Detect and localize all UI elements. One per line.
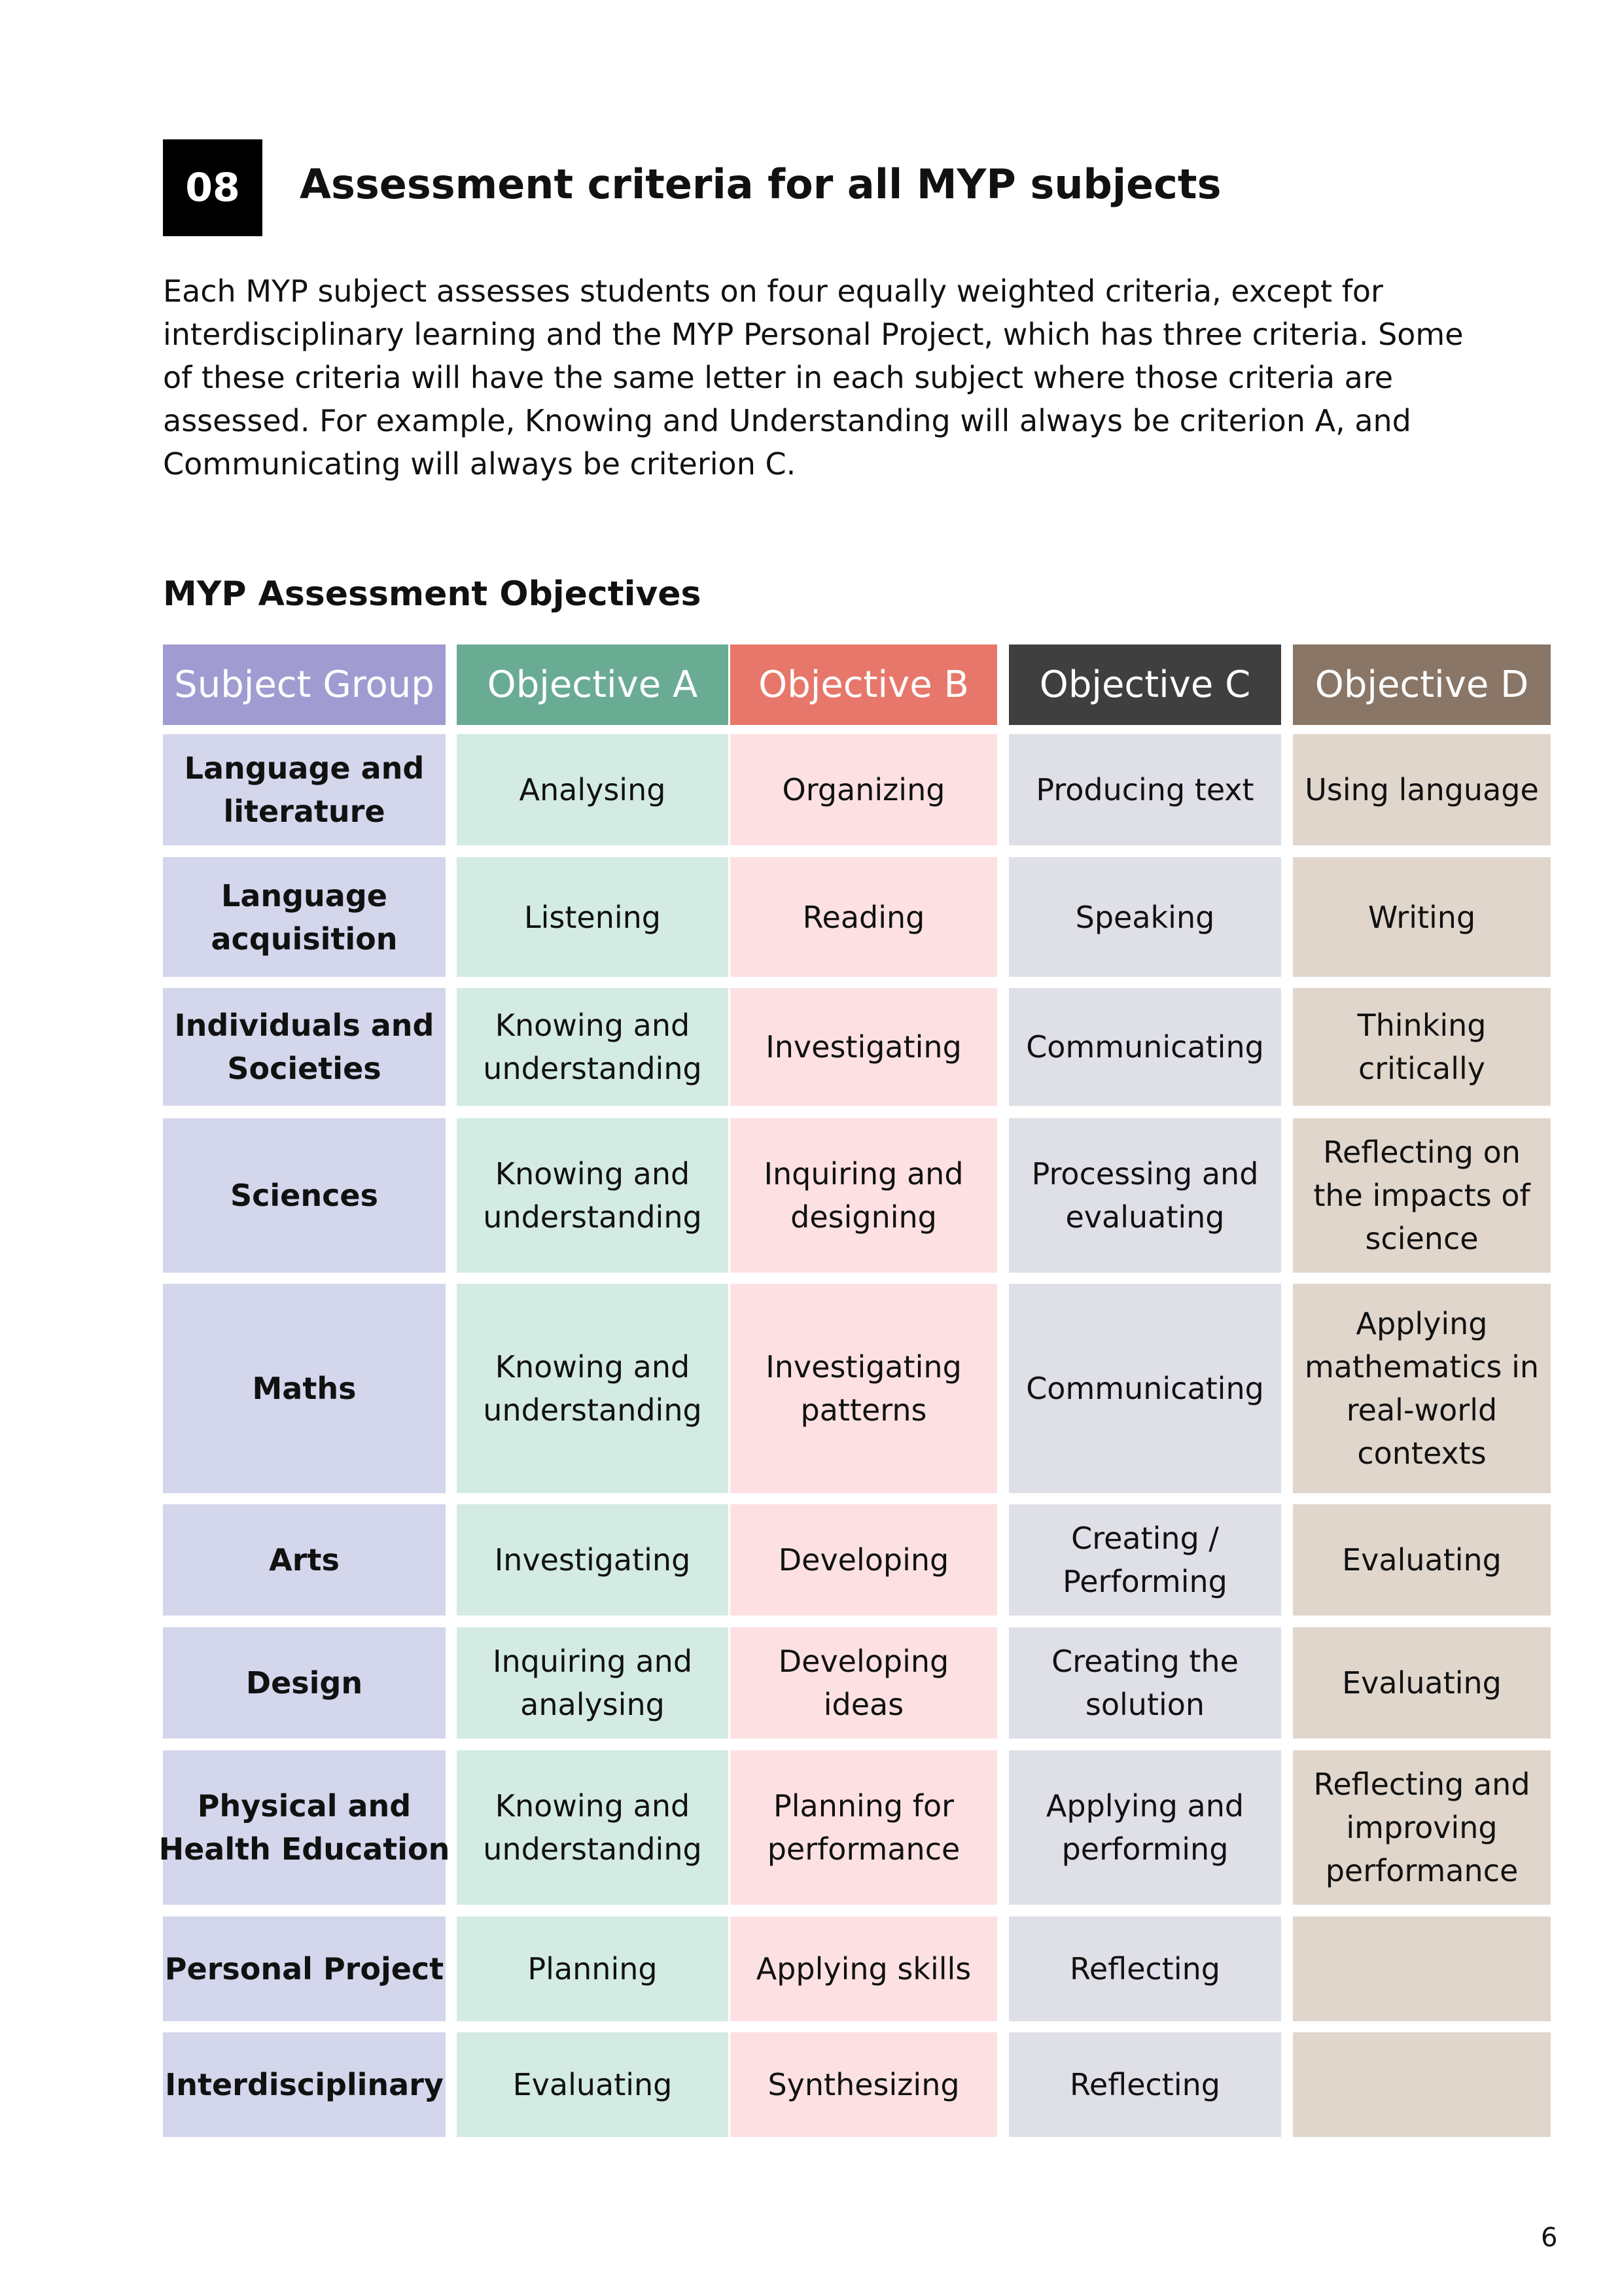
- objective-a-cell: [457, 1504, 728, 1616]
- cell-text-line: Evaluating: [1342, 1542, 1502, 1578]
- objective-b-cell: [730, 1118, 997, 1273]
- cell-text-line: Reflecting: [1070, 1951, 1220, 1987]
- table-header-row: [163, 645, 1551, 725]
- cell-text-line: Language and: [184, 751, 425, 786]
- subject-group-cell: [163, 857, 446, 977]
- objective-c-cell: [1009, 1284, 1281, 1493]
- cell-text-line: understanding: [483, 1199, 702, 1235]
- header-objective-d: [1293, 645, 1551, 725]
- subject-group-cell: [163, 734, 446, 845]
- header-subject-group: [163, 645, 446, 725]
- cell-text-line: Reading: [802, 899, 925, 935]
- cell-text-line: Individuals and: [174, 1008, 434, 1043]
- cell-text-line: understanding: [483, 1831, 702, 1867]
- objective-a-cell: [457, 1916, 728, 2021]
- cell-text-line: Investigating: [766, 1349, 962, 1385]
- cell-text-line: Reflecting: [1070, 2067, 1220, 2102]
- table-row: [163, 734, 1551, 845]
- objective-d-cell: [1293, 1118, 1551, 1273]
- subject-group-cell: [163, 1627, 446, 1739]
- subject-group-cell: [163, 1118, 446, 1273]
- cell-text-line: Developing: [778, 1644, 949, 1679]
- cell-text-line: Developing: [778, 1542, 949, 1578]
- intro-line: Each MYP subject assesses students on four equally weighted criteria, except for: [163, 274, 1383, 309]
- objective-d-cell: [1293, 2032, 1551, 2137]
- cell-text-line: Evaluating: [512, 2067, 673, 2102]
- cell-text-line: Knowing and: [495, 1156, 690, 1192]
- cell-text-line: Applying: [1356, 1306, 1488, 1341]
- cell-text-line: Reflecting on: [1323, 1135, 1521, 1170]
- cell-text-line: Evaluating: [1342, 1665, 1502, 1701]
- intro-paragraph: [163, 270, 1472, 486]
- subject-group-cell: [163, 1504, 446, 1616]
- cell-text-line: Applying skills: [756, 1951, 972, 1987]
- objective-c-cell: [1009, 988, 1281, 1106]
- table-row: [163, 1284, 1551, 1493]
- objective-a-cell: [457, 1750, 728, 1905]
- cell-text-line: Applying and: [1046, 1788, 1244, 1824]
- intro-line: interdisciplinary learning and the MYP Personal Project, which has three criteria. Some: [163, 317, 1464, 352]
- objective-a-cell: [457, 2032, 728, 2137]
- objective-c-cell: [1009, 2032, 1281, 2137]
- cell-text-line: Knowing and: [495, 1349, 690, 1385]
- cell-text-line: Sciences: [230, 1178, 378, 1213]
- cell-text-line: patterns: [800, 1392, 927, 1428]
- intro-line: Communicating will always be criterion C.: [163, 446, 796, 482]
- cell-text-line: performance: [1325, 1853, 1519, 1888]
- cell-text-line: contexts: [1357, 1436, 1487, 1471]
- cell-text-line: Investigating: [766, 1029, 962, 1065]
- table-row: [163, 1916, 1551, 2021]
- objective-a-cell: [457, 734, 728, 845]
- table-row: [163, 988, 1551, 1106]
- subject-group-cell: [163, 1916, 446, 2021]
- cell-text-line: real-world: [1346, 1392, 1498, 1428]
- cell-text-line: Reflecting and: [1313, 1767, 1530, 1802]
- cell-text-line: acquisition: [211, 921, 398, 957]
- cell-text-line: ideas: [823, 1687, 904, 1722]
- cell-text-line: Speaking: [1075, 899, 1215, 935]
- cell-text-line: Personal Project: [164, 1951, 444, 1987]
- cell-text-line: understanding: [483, 1392, 702, 1428]
- objective-b-cell: [730, 1627, 997, 1739]
- objective-d-cell: [1293, 1916, 1551, 2021]
- cell-text-line: Inquiring and: [492, 1644, 693, 1679]
- cell-text-line: Creating /: [1071, 1521, 1219, 1556]
- intro-line: of these criteria will have the same letter in each subject where those criteria are: [163, 360, 1394, 395]
- cell-text-line: Communicating: [1026, 1029, 1264, 1065]
- cell-text-line: Investigating: [494, 1542, 691, 1578]
- objective-d-cell: [1293, 1504, 1551, 1616]
- table-row: [163, 1627, 1551, 1739]
- objective-c-cell: [1009, 1504, 1281, 1616]
- cell-text-line: Thinking: [1357, 1008, 1487, 1043]
- subject-group-cell: [158, 1750, 450, 1905]
- cell-text-line: Inquiring and: [764, 1156, 964, 1192]
- cell-text-line: Design: [245, 1665, 363, 1701]
- cell-text-line: Language: [221, 877, 387, 913]
- cell-text-line: understanding: [483, 1051, 702, 1086]
- cell-text-line: Writing: [1367, 899, 1476, 935]
- page-number: 6: [1541, 2223, 1558, 2253]
- cell-text-line: literature: [223, 794, 385, 829]
- table-row: [163, 1118, 1551, 1273]
- cell-text-line: Planning: [527, 1951, 658, 1987]
- objective-c-cell: [1009, 734, 1281, 845]
- objective-c-cell: [1009, 1118, 1281, 1273]
- table-row: [163, 857, 1551, 977]
- cell-text-line: the impacts of: [1313, 1178, 1530, 1213]
- header-objective-a: [457, 645, 728, 725]
- header-label: Objective B: [758, 663, 969, 706]
- cell-text-line: Creating the: [1051, 1644, 1239, 1679]
- objective-a-cell: [457, 1284, 728, 1493]
- objective-d-cell: [1293, 1627, 1551, 1739]
- cell-text-line: Organizing: [782, 772, 945, 807]
- objective-c-cell: [1009, 857, 1281, 977]
- cell-text-line: performing: [1061, 1831, 1229, 1867]
- objective-b-cell: [730, 1916, 997, 2021]
- objective-b-cell: [730, 1504, 997, 1616]
- objective-b-cell: [730, 1750, 997, 1905]
- objective-d-cell: [1293, 988, 1551, 1106]
- objective-a-cell: [457, 1118, 728, 1273]
- cell-text-line: Maths: [252, 1371, 357, 1406]
- cell-text-line: Societies: [227, 1051, 381, 1086]
- cell-text-line: Knowing and: [495, 1008, 690, 1043]
- header-objective-c: [1009, 645, 1281, 725]
- cell-text-line: Performing: [1063, 1564, 1227, 1599]
- cell-text-line: Processing and: [1031, 1156, 1259, 1192]
- header-label: Objective A: [487, 663, 698, 706]
- cell-text-line: improving: [1346, 1810, 1498, 1845]
- cell-text-line: Health Education: [158, 1831, 450, 1867]
- cell-text-line: Interdisciplinary: [165, 2067, 444, 2102]
- intro-line: assessed. For example, Knowing and Understanding will always be criterion A, and: [163, 403, 1411, 438]
- header-label: Subject Group: [174, 663, 434, 706]
- objective-d-cell: [1293, 1750, 1551, 1905]
- objective-d-cell: [1293, 857, 1551, 977]
- subject-group-cell: [163, 988, 446, 1106]
- objective-b-cell: [730, 734, 997, 845]
- objective-c-cell: [1009, 1750, 1281, 1905]
- objective-d-cell: [1293, 734, 1551, 845]
- header-label: Objective D: [1314, 663, 1529, 706]
- cell-text-line: performance: [767, 1831, 961, 1867]
- cell-text-line: science: [1365, 1221, 1479, 1256]
- cell-text-line: analysing: [520, 1687, 665, 1722]
- cell-text-line: Producing text: [1036, 772, 1254, 807]
- objective-b-cell: [730, 857, 997, 977]
- cell-text-line: Communicating: [1026, 1371, 1264, 1406]
- objective-d-cell: [1293, 1284, 1551, 1493]
- objective-a-cell: [457, 857, 728, 977]
- cell-text-line: Analysing: [519, 772, 666, 807]
- objective-a-cell: [457, 1627, 728, 1739]
- cell-text-line: designing: [790, 1199, 937, 1235]
- objective-c-cell: [1009, 1627, 1281, 1739]
- cell-text-line: Physical and: [197, 1788, 412, 1824]
- cell-text-line: Listening: [524, 899, 661, 935]
- cell-text-line: Using language: [1305, 772, 1539, 807]
- table-row: [158, 1750, 1551, 1905]
- cell-text-line: solution: [1085, 1687, 1205, 1722]
- cell-text-line: critically: [1358, 1051, 1486, 1086]
- subject-group-cell: [163, 1284, 446, 1493]
- objective-c-cell: [1009, 1916, 1281, 2021]
- section-number-badge: 08: [163, 139, 262, 236]
- cell-text-line: Arts: [269, 1542, 340, 1578]
- objective-b-cell: [730, 1284, 997, 1493]
- objective-b-cell: [730, 2032, 997, 2137]
- cell-text-line: evaluating: [1065, 1199, 1225, 1235]
- cell-text-line: Planning for: [773, 1788, 955, 1824]
- objective-a-cell: [457, 988, 728, 1106]
- header-label: Objective C: [1039, 663, 1251, 706]
- table-heading: MYP Assessment Objectives: [163, 574, 701, 614]
- header-objective-b: [730, 645, 997, 725]
- table-row: [163, 1504, 1551, 1616]
- cell-text-line: Knowing and: [495, 1788, 690, 1824]
- cell-text-line: Synthesizing: [767, 2067, 960, 2102]
- section-title: Assessment criteria for all MYP subjects: [300, 160, 1222, 208]
- objective-b-cell: [730, 988, 997, 1106]
- cell-text-line: mathematics in: [1304, 1349, 1540, 1385]
- subject-group-cell: [163, 2032, 446, 2137]
- table-row: [163, 2032, 1551, 2137]
